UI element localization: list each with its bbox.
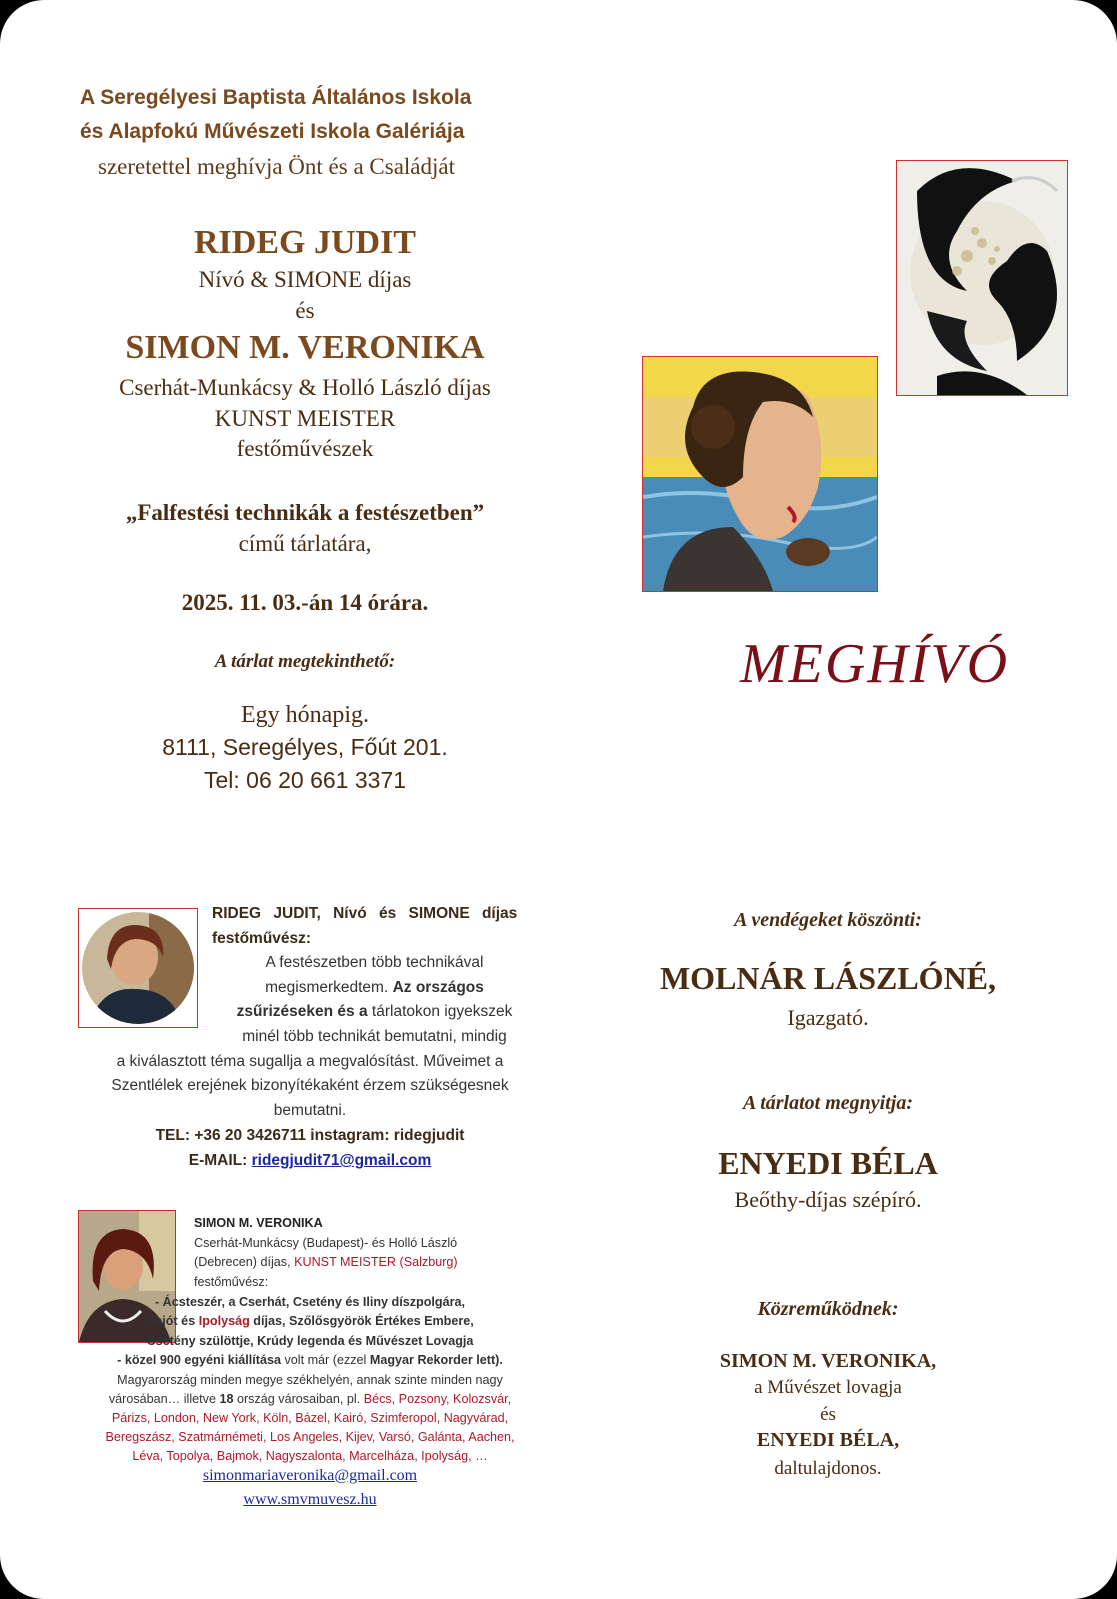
bio1-line: megismerkedtem. Az országos <box>265 979 484 996</box>
bio1-heading: RIDEG JUDIT, Nívó és SIMONE díjas <box>212 905 518 922</box>
bio2-line: (Debrecen) díjas, KUNST MEISTER (Salzburg) <box>194 1255 458 1269</box>
bio1-email-row: E-MAIL: ridegjudit71@gmail.com <box>188 1152 432 1169</box>
bio2-line: - Ácsteszér, a Cserhát, Csetény és Iliny díszpolgára, <box>154 1295 466 1309</box>
venue-phone: Tel: 06 20 661 3371 <box>203 767 407 793</box>
bio2-cities-line: Léva, Topolya, Bajmok, Nagyszalonta, Marcelháza, Ipolyság, … <box>132 1449 488 1463</box>
bio2-line: Csetény szülöttje, Krúdy legenda és Művészet Lovagja <box>146 1334 474 1348</box>
bio1-line: a kiválasztott téma sugallja a megvalósítást. Műveimet a <box>116 1053 504 1070</box>
bio2-email-link[interactable]: simonmariaveronika@gmail.com <box>202 1467 418 1484</box>
contributor2-role: daltulajdonos. <box>774 1458 882 1479</box>
contributor1-role: a Művészet lovagja <box>754 1377 902 1398</box>
greeting-label: A vendégeket köszönti: <box>734 909 922 931</box>
artist1-awards: Nívó & SIMONE díjas <box>198 267 412 292</box>
contributors-label: Közreműködnek: <box>757 1298 899 1320</box>
bio1-line: A festészetben több technikával <box>265 954 484 971</box>
school-name-line1: A Seregélyesi Baptista Általános Iskola <box>80 86 472 109</box>
venue-address: 8111, Seregélyes, Főút 201. <box>162 734 448 760</box>
greeting-role: Igazgató. <box>787 1005 869 1030</box>
bio1-line: zsűrizéseken és a tárlatokon igyekszek <box>236 1003 513 1020</box>
swan-painting-image <box>896 160 1068 396</box>
invite-sentence: szeretettel meghívja Önt és a Családját <box>98 154 456 179</box>
artist2-name: SIMON M. VERONIKA <box>125 329 485 366</box>
conjunction-and: és <box>295 298 315 323</box>
bio2-email-row <box>80 1467 540 1485</box>
bio1-line: Szentlélek erejének bizonyítékaként érzem szükségesnek <box>111 1077 509 1094</box>
bio2-cities-line: Párizs, London, New York, Köln, Bázel, Kairó, Szimferopol, Nagyvárad, <box>111 1411 509 1425</box>
bio1-contact: TEL: +36 20 3426711 instagram: ridegjudit <box>155 1127 465 1144</box>
rideg-judit-photo <box>78 908 198 1028</box>
exhibition-subtitle: című tárlatára, <box>238 531 372 556</box>
invitation-title: MEGHÍVÓ <box>740 633 1010 695</box>
artists-role: festőművészek <box>236 436 374 461</box>
artist1-name: RIDEG JUDIT <box>194 224 416 261</box>
bio2-line: - közel 900 egyéni kiállítása volt már (ezzel Magyar Rekorder lett). <box>117 1353 503 1367</box>
bio2-cities-line: Beregszász, Szatmárnémeti, Los Angeles, Kijev, Varsó, Galánta, Aachen, <box>105 1430 515 1444</box>
viewing-label: A tárlat megtekinthető: <box>214 651 396 672</box>
bio2-website-link[interactable]: www.smvmuvesz.hu <box>243 1491 377 1508</box>
artist2-awards: Cserhát-Munkácsy & Holló László díjas <box>119 375 491 400</box>
artist2-title: KUNST MEISTER <box>214 406 396 431</box>
bio1-email-link[interactable]: ridegjudit71@gmail.com <box>251 1152 432 1169</box>
bio1-heading-role: festőművész: <box>212 930 312 947</box>
contributor2-name: ENYEDI BÉLA, <box>756 1429 900 1451</box>
bio2-line: városában… illetve 18 ország városaiban, pl. Bécs, Pozsony, Kolozsvár, <box>108 1392 512 1406</box>
opening-role: Beőthy-díjas szépíró. <box>734 1187 922 1212</box>
exhibition-title: „Falfestési technikák a festészetben” <box>125 500 485 525</box>
viewing-duration: Egy hónapig. <box>241 702 369 728</box>
contributors-and: és <box>820 1404 836 1425</box>
school-name-line2: és Alapfokú Művészeti Iskola Galériája <box>80 120 465 143</box>
contributor1-name: SIMON M. VERONIKA, <box>719 1350 937 1372</box>
bio1-line: minél több technikát bemutatni, mindig <box>242 1028 507 1045</box>
greeting-name: MOLNÁR LÁSZLÓNÉ, <box>659 960 997 996</box>
woman-portrait-painting-image <box>642 356 878 592</box>
bio2-line: festőművész: <box>194 1275 269 1289</box>
bio2-line: Cserhát-Munkácsy (Budapest)- és Holló László <box>194 1236 458 1250</box>
opening-name: ENYEDI BÉLA <box>718 1145 938 1181</box>
bio2-line: Bajót és Ipolyság díjas, Szőlősgyörök Értékes Embere, <box>146 1314 474 1328</box>
bio2-web-row <box>80 1491 540 1509</box>
bio1-line: bemutatni. <box>273 1102 347 1119</box>
opening-label: A tárlatot megnyitja: <box>742 1092 913 1114</box>
bio2-heading: SIMON M. VERONIKA <box>194 1216 323 1230</box>
event-date: 2025. 11. 03.-án 14 órára. <box>181 590 429 615</box>
bio2-line: Magyarország minden megye székhelyén, annak szinte minden nagy <box>117 1373 503 1387</box>
